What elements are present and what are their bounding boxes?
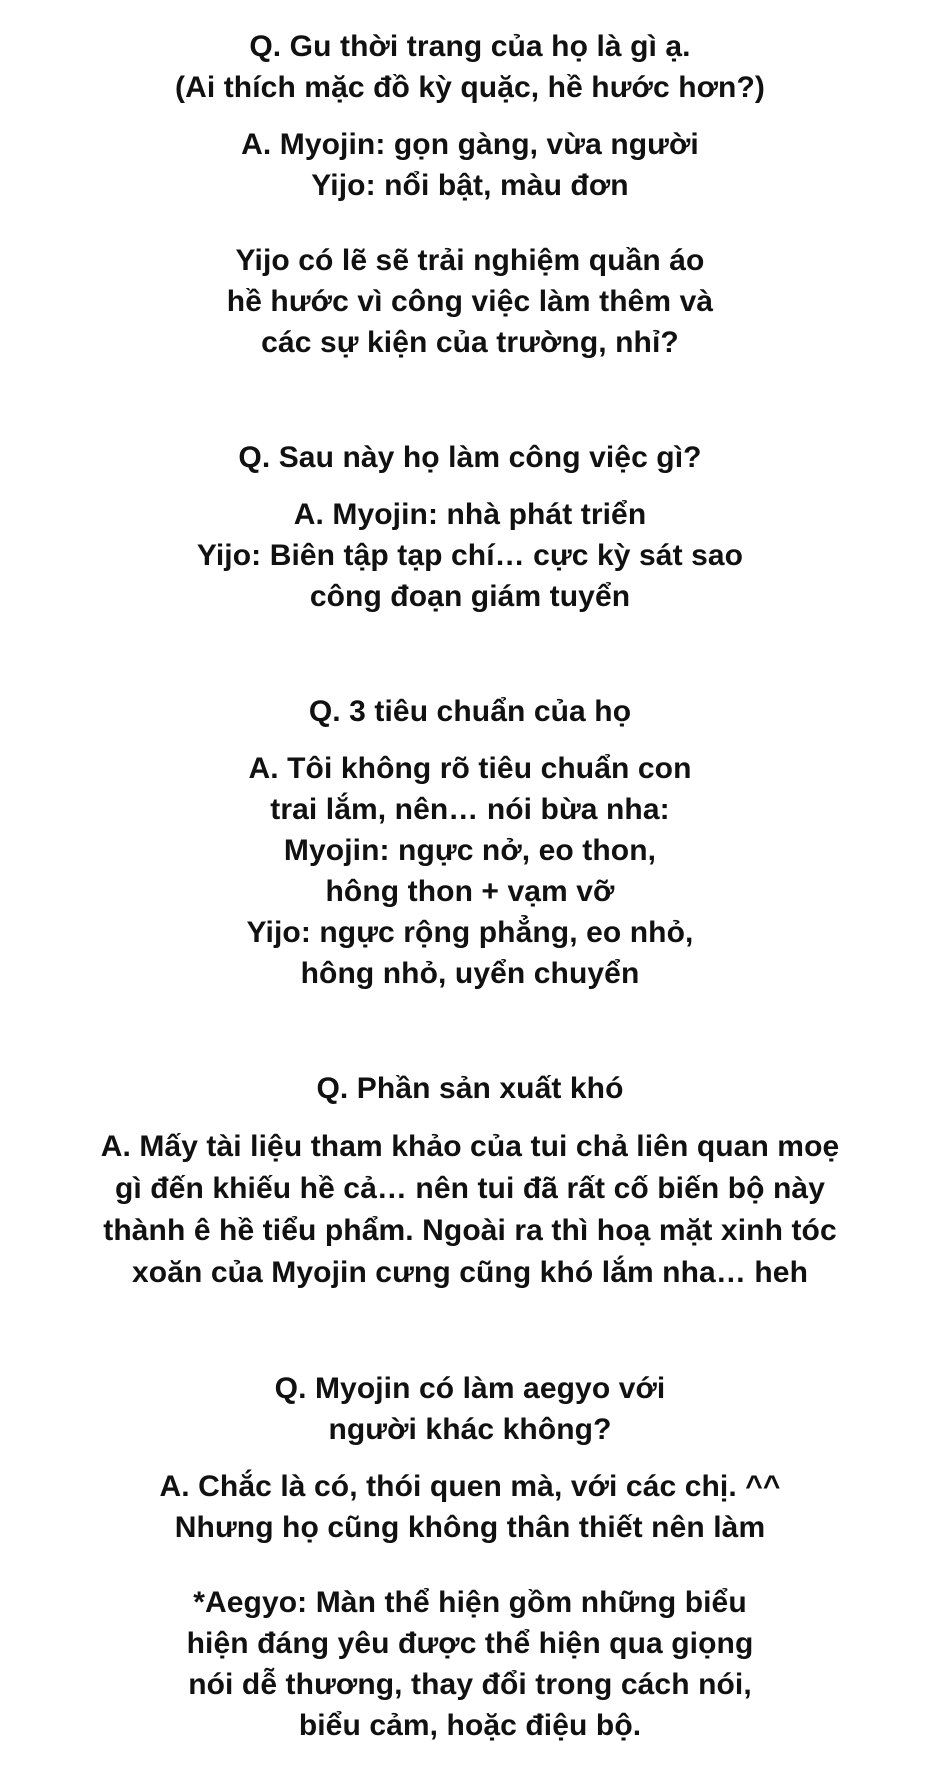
answer-line: A. Mấy tài liệu tham khảo của tui chả liên quan moẹ (100, 1130, 840, 1163)
note-line: hề hước vì công việc làm thêm và (226, 285, 714, 318)
footnote-line: nói dễ thương, thay đổi trong cách nói, (188, 1668, 752, 1701)
answer-line: Yijo: Biên tập tạp chí… cực kỳ sát sao (196, 539, 744, 572)
qa-block-three-standards (18, 691, 922, 994)
question-line: Q. Gu thời trang của họ là gì ạ. (249, 30, 691, 63)
spacer (18, 1548, 922, 1582)
answer-line: Yijo: nổi bật, màu đơn (311, 169, 629, 202)
question-line: người khác không? (328, 1413, 612, 1446)
answer-line: Yijo: ngực rộng phẳng, eo nhỏ, (246, 916, 694, 949)
qa-block-fashion-style (18, 26, 922, 363)
qa-block-hard-production (18, 1068, 922, 1294)
answer-line: công đoạn giám tuyển (309, 580, 631, 613)
answer-line: hông thon + vạm vỡ (325, 875, 615, 908)
spacer (18, 108, 922, 124)
qa-block-future-job (18, 437, 922, 617)
answer-line: gì đến khiếu hề cả… nên tui đã rất cố biến bộ này (114, 1172, 826, 1205)
spacer (18, 363, 922, 437)
answer-line: A. Tôi không rõ tiêu chuẩn con (248, 752, 692, 785)
footnote-line: hiện đáng yêu được thể hiện qua giọng (186, 1627, 754, 1660)
answer-line: xoăn của Myojin cưng cũng khó lắm nha… heh (131, 1256, 808, 1289)
answer-line: A. Myojin: gọn gàng, vừa người (241, 128, 699, 161)
question-line: Q. 3 tiêu chuẩn của họ (308, 695, 632, 728)
spacer (18, 732, 922, 748)
footnote-line: biểu cảm, hoặc điệu bộ. (298, 1709, 642, 1742)
spacer (18, 617, 922, 691)
answer-line: hông nhỏ, uyển chuyển (300, 957, 640, 990)
spacer (18, 206, 922, 240)
spacer (18, 994, 922, 1068)
answer-line: Nhưng họ cũng không thân thiết nên làm (174, 1511, 766, 1544)
answer-line: trai lắm, nên… nói bừa nha: (270, 793, 670, 826)
spacer (18, 1294, 922, 1368)
answer-line: Myojin: ngực nở, eo thon, (283, 834, 657, 867)
question-line: Q. Sau này họ làm công việc gì? (238, 441, 702, 474)
spacer (18, 1450, 922, 1466)
qa-block-myojin-aegyo (18, 1368, 922, 1746)
answer-line: A. Myojin: nhà phát triển (293, 498, 647, 531)
question-line: Q. Myojin có làm aegyo với (274, 1372, 666, 1405)
note-line: Yijo có lẽ sẽ trải nghiệm quần áo (235, 244, 705, 277)
question-line: Q. Phần sản xuất khó (316, 1072, 624, 1105)
spacer (18, 1110, 922, 1126)
question-line: (Ai thích mặc đồ kỳ quặc, hề hước hơn?) (174, 71, 765, 104)
answer-line: A. Chắc là có, thói quen mà, với các chị. ^^ (159, 1470, 781, 1503)
spacer (18, 478, 922, 494)
note-line: các sự kiện của trường, nhỉ? (261, 326, 679, 359)
answer-line: thành ê hề tiểu phẩm. Ngoài ra thì hoạ mặt xinh tóc (103, 1214, 837, 1247)
footnote-line: *Aegyo: Màn thể hiện gồm những biểu (193, 1586, 747, 1619)
